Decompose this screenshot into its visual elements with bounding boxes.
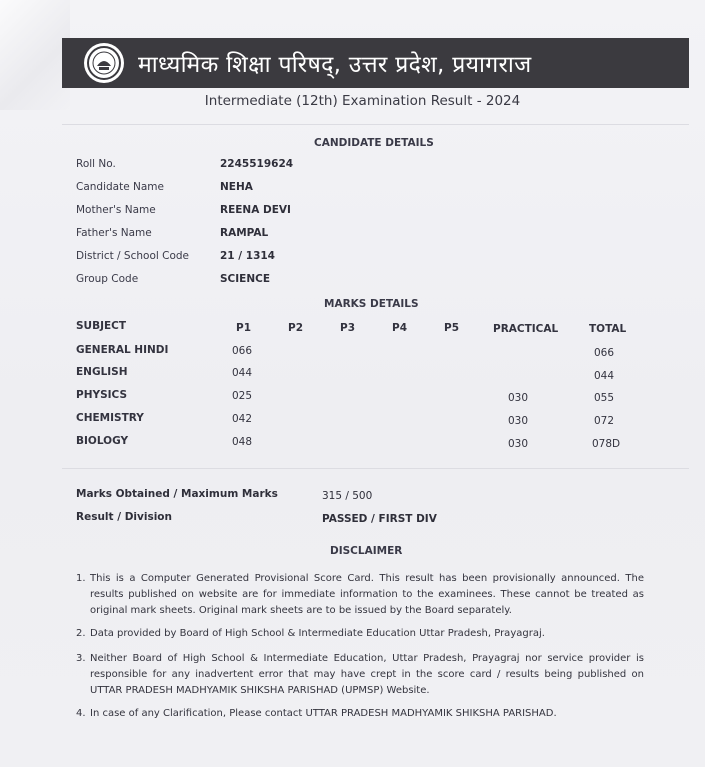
info-value: 21 / 1314 [220, 250, 275, 262]
subject-p1: 025 [232, 390, 253, 402]
subject-name: GENERAL HINDI [76, 344, 169, 356]
subject-p1: 042 [232, 413, 253, 425]
candidate-details-heading: CANDIDATE DETAILS [314, 137, 434, 149]
column-header-p3: P3 [340, 322, 356, 334]
column-header-p5: P5 [444, 322, 460, 334]
subject-practical: 030 [508, 438, 529, 450]
subject-total: 044 [594, 370, 615, 382]
info-row-group-code [76, 273, 636, 291]
marks-obtained-value: 315 / 500 [322, 490, 373, 502]
exam-title: Intermediate (12th) Examination Result - 2024 [204, 93, 521, 109]
info-row-candidate-name [76, 181, 636, 199]
subject-p1: 066 [232, 345, 253, 357]
column-header-p1: P1 [236, 322, 252, 334]
subject-p1: 048 [232, 436, 253, 448]
subject-practical: 030 [508, 415, 529, 427]
subject-name: BIOLOGY [76, 435, 129, 447]
column-header-p4: P4 [392, 322, 408, 334]
column-header-subject: SUBJECT [76, 320, 127, 332]
info-value: SCIENCE [220, 273, 271, 285]
info-value: 2245519624 [220, 158, 294, 170]
subject-practical: 030 [508, 392, 529, 404]
disclaimer-text: In case of any Clarification, Please contact UTTAR PRADESH MADHYAMIK SHIKSHA PARISHAD. [90, 708, 557, 719]
subject-p1: 044 [232, 367, 253, 379]
subject-name: PHYSICS [76, 389, 128, 401]
info-value: REENA DEVI [220, 204, 291, 216]
disclaimer-item [76, 626, 644, 644]
info-label: District / School Code [76, 250, 190, 262]
info-row-district-school-code [76, 250, 636, 268]
disclaimer-text: This is a Computer Generated Provisional Score Card. This result has been provisionally announced. The results published on website are for immediate information to the examinees. These cannot be treated as original mark sheets. Original mark sheets are to be issued by the Board separately. [90, 573, 644, 616]
result-division-value: PASSED / FIRST DIV [322, 513, 437, 525]
board-emblem-icon [84, 43, 124, 83]
marks-details-heading: MARKS DETAILS [324, 298, 419, 310]
marks-obtained-label: Marks Obtained / Maximum Marks [76, 488, 278, 500]
subject-total: 066 [594, 347, 615, 359]
disclaimer-item [76, 651, 644, 701]
subject-total: 078D [592, 438, 621, 450]
info-row-father-name [76, 227, 636, 245]
info-value: RAMPAL [220, 227, 269, 239]
disclaimer-text: Data provided by Board of High School & Intermediate Education Uttar Pradesh, Prayagraj. [90, 628, 545, 639]
column-header-practical: PRACTICAL [493, 323, 559, 335]
disclaimer-number: 4. [76, 708, 86, 719]
info-row-roll-no [76, 158, 636, 176]
column-header-total: TOTAL [589, 323, 627, 335]
subject-name: CHEMISTRY [76, 412, 144, 424]
column-header-p2: P2 [288, 322, 304, 334]
info-label: Candidate Name [76, 181, 164, 193]
info-row-mother-name [76, 204, 636, 222]
subject-name: ENGLISH [76, 366, 128, 378]
disclaimer-item [76, 571, 644, 621]
header-banner [62, 38, 689, 88]
disclaimer-number: 2. [76, 628, 86, 639]
board-name: माध्यमिक शिक्षा परिषद्, उत्तर प्रदेश, प्रयागराज [138, 52, 532, 78]
info-label: Mother's Name [76, 204, 156, 216]
info-label: Group Code [76, 273, 139, 285]
subject-total: 072 [594, 415, 615, 427]
disclaimer-number: 1. [76, 573, 86, 584]
disclaimer-number: 3. [76, 653, 86, 664]
disclaimer-text: Neither Board of High School & Intermediate Education, Uttar Pradesh, Prayagraj nor service provider is responsible for any inadvertent error that may have crept in the score card / results being published on UTTAR PRADESH MADHYAMIK SHIKSHA PARISHAD (UPMSP) Website. [90, 653, 644, 696]
disclaimer-item [76, 706, 644, 724]
disclaimer-heading: DISCLAIMER [330, 545, 403, 557]
section-divider [62, 468, 689, 469]
info-value: NEHA [220, 181, 253, 193]
info-label: Father's Name [76, 227, 152, 239]
result-division-label: Result / Division [76, 511, 172, 523]
section-divider [62, 124, 689, 125]
subject-total: 055 [594, 392, 615, 404]
info-label: Roll No. [76, 158, 116, 170]
